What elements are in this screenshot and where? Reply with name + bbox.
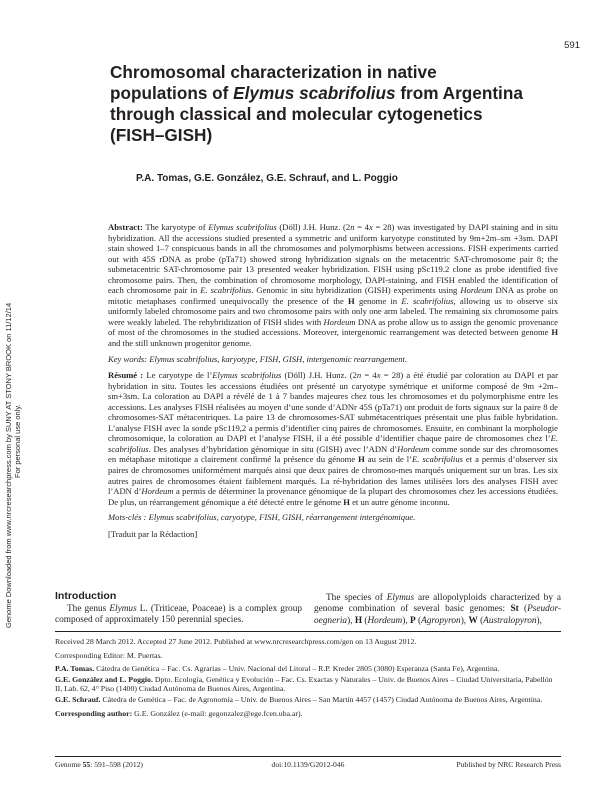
genome-symbol: St bbox=[510, 604, 519, 615]
math-symbol: n bbox=[350, 222, 355, 232]
genus-name: Hordeum bbox=[367, 615, 403, 626]
resume-text: Le caryotype de l’ bbox=[143, 370, 213, 381]
doi: doi:10.1139/G2012-046 bbox=[271, 760, 345, 769]
species-name: E. scabrifolius bbox=[108, 433, 558, 454]
abstract-label: Abstract: bbox=[108, 222, 143, 232]
title-line-3: through classical and molecular cytogenetics bbox=[110, 104, 483, 124]
body-text: ), bbox=[460, 615, 469, 626]
mots-cles-text: , caryotype, FISH, GISH, réarrangement intergénomique. bbox=[216, 512, 416, 523]
title-line-2 bbox=[110, 83, 550, 104]
resume-text: et un autre génome inconnu. bbox=[349, 496, 450, 507]
keywords bbox=[108, 354, 558, 365]
title-line-4: (FISH–GISH) bbox=[110, 125, 213, 145]
body-text: ( bbox=[415, 615, 422, 626]
translation-note: [Traduit par la Rédaction] bbox=[108, 528, 198, 539]
resume-text: au sein de l’ bbox=[364, 454, 413, 465]
resume-paragraph bbox=[108, 370, 558, 507]
affiliation-text: Dpto. Ecología, Genética y Evolución – Fac. Cs. Exactas y Naturales – Univ. de Buenos Aires – Ciudad Universitaria, Pabellón II, Lab. 62, 4° Piso (1400) Ciudad Autónoma de Buenos Aires, Argentina. bbox=[55, 674, 553, 694]
math-symbol: x bbox=[376, 370, 381, 381]
species-name: E. scabrifolius bbox=[412, 454, 463, 465]
species-name: Elymus scabrifolius bbox=[208, 222, 277, 232]
introduction-right-column bbox=[314, 593, 561, 627]
species-name: Elymus scabrifolius bbox=[147, 353, 218, 364]
genome-symbol: P bbox=[410, 615, 416, 626]
body-text: ), bbox=[347, 615, 355, 626]
affiliation-schrauf bbox=[55, 695, 561, 705]
resume-text: = 28) a été étudié par coloration au DAPI et par hybridation in situ. Toutes les accessions étudiées ont présenté un caryotype symétrique et uniforme composé de 9m +2m–sm+3sm. La coloration au DAPI a révélé de 1 à 7 bandes majeures chez tous les chromosomes et du polymorphisme entre les accessions. Les analyses FISH réalisées au moyen d’une sonde d’ADNr 45S (pTa71) ont produit de forts signaux sur la paire 8 de chromosomes-SAT métacentriques. La paire 13 de chromosomes-SAT submétacentriques présentait une plus faible hybridation. L’analyse FISH avec la sonde pSc119,2 a permis d’identifier cinq paires de chromosomes. Ensuite, en combinant la morphologie chromosomique, la coloration au DAPI et l’analyse FISH, il a été possible d’identifier chaque paire de chromosomes chez l’ bbox=[108, 370, 558, 444]
abstract-text: genome in bbox=[354, 295, 402, 306]
species-name: Elymus scabrifolius bbox=[212, 370, 282, 381]
download-notice-line-1: Genome Downloaded from www.nrcresearchpress.com by SUNY AT STONY BROOK on 11/12/14 bbox=[4, 302, 13, 628]
genus-name: Elymus bbox=[386, 593, 415, 603]
title-line-1: Chromosomal characterization in native bbox=[110, 62, 437, 82]
footnote-divider bbox=[55, 631, 561, 632]
abstract-text: The karyotype of bbox=[142, 222, 209, 232]
body-text: ( bbox=[477, 615, 484, 626]
footer-divider bbox=[55, 756, 561, 757]
body-text: ), bbox=[402, 615, 410, 626]
affiliation-gonzalez-poggio bbox=[55, 675, 561, 694]
affiliation-label: G.E. González and L. Poggio. bbox=[55, 674, 153, 684]
download-notice-line-2: For personal use only. bbox=[12, 404, 22, 478]
download-notice bbox=[5, 188, 21, 628]
genome-symbol: H bbox=[354, 615, 363, 626]
body-text: are allopolyploids characterized by a genome combination of several basic genomes: bbox=[314, 593, 561, 615]
species-name: E. scabrifolius bbox=[200, 285, 252, 296]
genus-name: Hordeum bbox=[141, 486, 174, 497]
affiliation-text: Cátedra de Genética – Fac. de Agronomía – Univ. de Buenos Aires – San Martín 4457 (1457) Ciudad Autónoma de Buenos Aires, Argentina. bbox=[100, 694, 543, 704]
genome-symbol: H bbox=[358, 454, 365, 465]
genus-name: Hordeum bbox=[323, 316, 356, 327]
resume-text: = 4 bbox=[361, 370, 377, 381]
mots-cles bbox=[108, 512, 558, 523]
math-symbol: x bbox=[368, 222, 373, 232]
genus-name: Hordeum bbox=[397, 443, 430, 454]
genus-name: Australopyron bbox=[483, 615, 537, 626]
abstract-text: DNA as probe allow us to assign the genomic provenance of most of the chromosomes in the studied accessions. Moreover, intergenomic rearrangement was detected between genome bbox=[108, 316, 558, 338]
abstract-text: = 4 bbox=[354, 222, 369, 232]
math-symbol: n bbox=[356, 370, 362, 381]
resume-text: et a permis d’observer six paires de chromosomes uniformément marqués ainsi que deux paires de chromoso-mes marqués uniquement sur un bras. Les six autres paires de chromosomes étaient faiblement marqués. La ré-hybridation des lames utilisées lors des analyses FISH avec l’ADN d’ bbox=[108, 454, 558, 497]
publisher: Published by NRC Research Press bbox=[456, 760, 561, 769]
affiliation-label: G.E. Schrauf. bbox=[55, 694, 101, 704]
keywords-text: , karyotype, FISH, GISH, intergenomic rearrangement. bbox=[217, 353, 408, 364]
page-number: 591 bbox=[564, 40, 580, 51]
affiliation-label: P.A. Tomas. bbox=[55, 664, 95, 674]
mots-cles-label: Mots-clés : bbox=[108, 512, 147, 523]
abstract-text: (Döll) J.H. Hunz. (2 bbox=[276, 222, 351, 232]
genome-symbol: H bbox=[343, 496, 350, 507]
genus-name: Agropyron bbox=[421, 615, 461, 626]
title-species: Elymus scabrifolius bbox=[233, 83, 396, 103]
genus-name: Pseudor-oegneria bbox=[314, 604, 562, 626]
genus-name: Hordeum bbox=[460, 285, 493, 296]
resume-label: Résumé : bbox=[108, 370, 144, 381]
keywords-label: Key words: bbox=[108, 353, 148, 364]
title-text: populations of bbox=[110, 83, 234, 103]
resume-text: . Des analyses d’hybridation génomique in situ (GISH) avec l’ADN d’ bbox=[148, 443, 398, 454]
affiliation-text: Cátedra de Genética – Fac. Cs. Agrarias – Univ. Nacional del Litoral – R.P. Kreder 2805 (3080) Esperanza (Santa Fe), Argentina. bbox=[94, 664, 500, 674]
corresponding-author-text: G.E. González (e-mail: gegonzalez@ege.fcen.uba.ar). bbox=[132, 708, 303, 718]
article-title bbox=[110, 62, 550, 146]
abstract-text: , allowing us to observe six uniformly labeled chromosome pairs and two chromosome pairs with only one arm labeled. The remaining six chromosome pairs were weakly labeled. The rehybridization of FISH slides with bbox=[108, 295, 558, 327]
footnotes-section bbox=[55, 637, 561, 722]
journal-volume: 55 bbox=[82, 760, 91, 769]
received-dates: Received 28 March 2012. Accepted 27 June 2012. Published at www.nrcresearchpress.com/gen on 13 August 2012. bbox=[55, 637, 417, 646]
abstract-text: and the still unknown progenitor genome. bbox=[108, 338, 252, 349]
abstract-text: = 28) was investigated by DAPI staining and in situ hybridization. All the accessions studied presented a symmetric and uniform karyotype constituted by 9m+2m–sm +3sm. DAPI stain showed 1–7 conspicuous bands in all the chromosomes and polymorphisms between accessions. FISH experiments carried out with 45S rDNA as probe (pTa71) showed strong hybridization signals on the metacentric SAT-chromosome pair 8; the submetacentric SAT-chromosome pair 13 presented weaker hybridization. FISH using pSc119.2 clone as probe identified five chromosome pairs. Then, the combination of chromosome morphology, DAPI-staining, and FISH enabled the identification of each chromosome pair in bbox=[108, 222, 558, 296]
resume-text: comme sonde sur des chromosomes en métaphase mitotique a clairement confirmé la présence du génome bbox=[108, 443, 558, 465]
genome-symbol: W bbox=[468, 615, 478, 626]
abstract-section bbox=[108, 222, 558, 539]
affiliation-tomas bbox=[55, 664, 561, 674]
body-paragraph bbox=[314, 593, 561, 627]
abstract-text: . Genomic in situ hybridization (GISH) experiments using bbox=[251, 285, 461, 296]
species-name: Elymus scabrifolius bbox=[146, 512, 217, 523]
body-paragraph bbox=[55, 604, 302, 627]
title-text: from Argentina bbox=[395, 83, 523, 103]
abstract-text: DNA as probe on mitotic metaphases confirmed unequivocally the presence of the bbox=[108, 285, 558, 306]
body-text: ( bbox=[362, 615, 368, 626]
genome-symbol: H bbox=[348, 295, 355, 306]
body-text: ( bbox=[518, 604, 528, 615]
corresponding-editor: Corresponding Editor: M. Puertas. bbox=[55, 650, 163, 660]
genome-symbol: H bbox=[551, 327, 558, 338]
journal-name: Genome bbox=[55, 760, 83, 769]
body-text: ), bbox=[536, 615, 542, 626]
genus-name: Elymus bbox=[109, 604, 137, 614]
introduction-left-column bbox=[55, 604, 302, 627]
corresponding-author bbox=[55, 709, 561, 719]
body-text: L. (Triticeae, Poaceae) is a complex group composed of approximately 150 perennial species. bbox=[55, 604, 302, 626]
introduction-heading: Introduction bbox=[55, 590, 117, 602]
body-text: The genus bbox=[67, 604, 110, 614]
resume-text: (Döll) J.H. Hunz. (2 bbox=[281, 370, 357, 381]
corresponding-author-label: Corresponding author: bbox=[55, 708, 133, 718]
abstract-paragraph bbox=[108, 222, 558, 349]
species-name: E. scabrifolius bbox=[401, 295, 454, 306]
journal-pages: : 591–598 (2012) bbox=[90, 760, 143, 769]
body-text: The species of bbox=[326, 593, 387, 603]
author-list: P.A. Tomas, G.E. González, G.E. Schrauf, and L. Poggio bbox=[136, 173, 398, 184]
resume-text: a permis de déterminer la provenance génomique de la plupart des chromosomes chez les accessions étudiées. De plus, un réarrangement génomique a été détecté entre le génome bbox=[108, 486, 558, 507]
